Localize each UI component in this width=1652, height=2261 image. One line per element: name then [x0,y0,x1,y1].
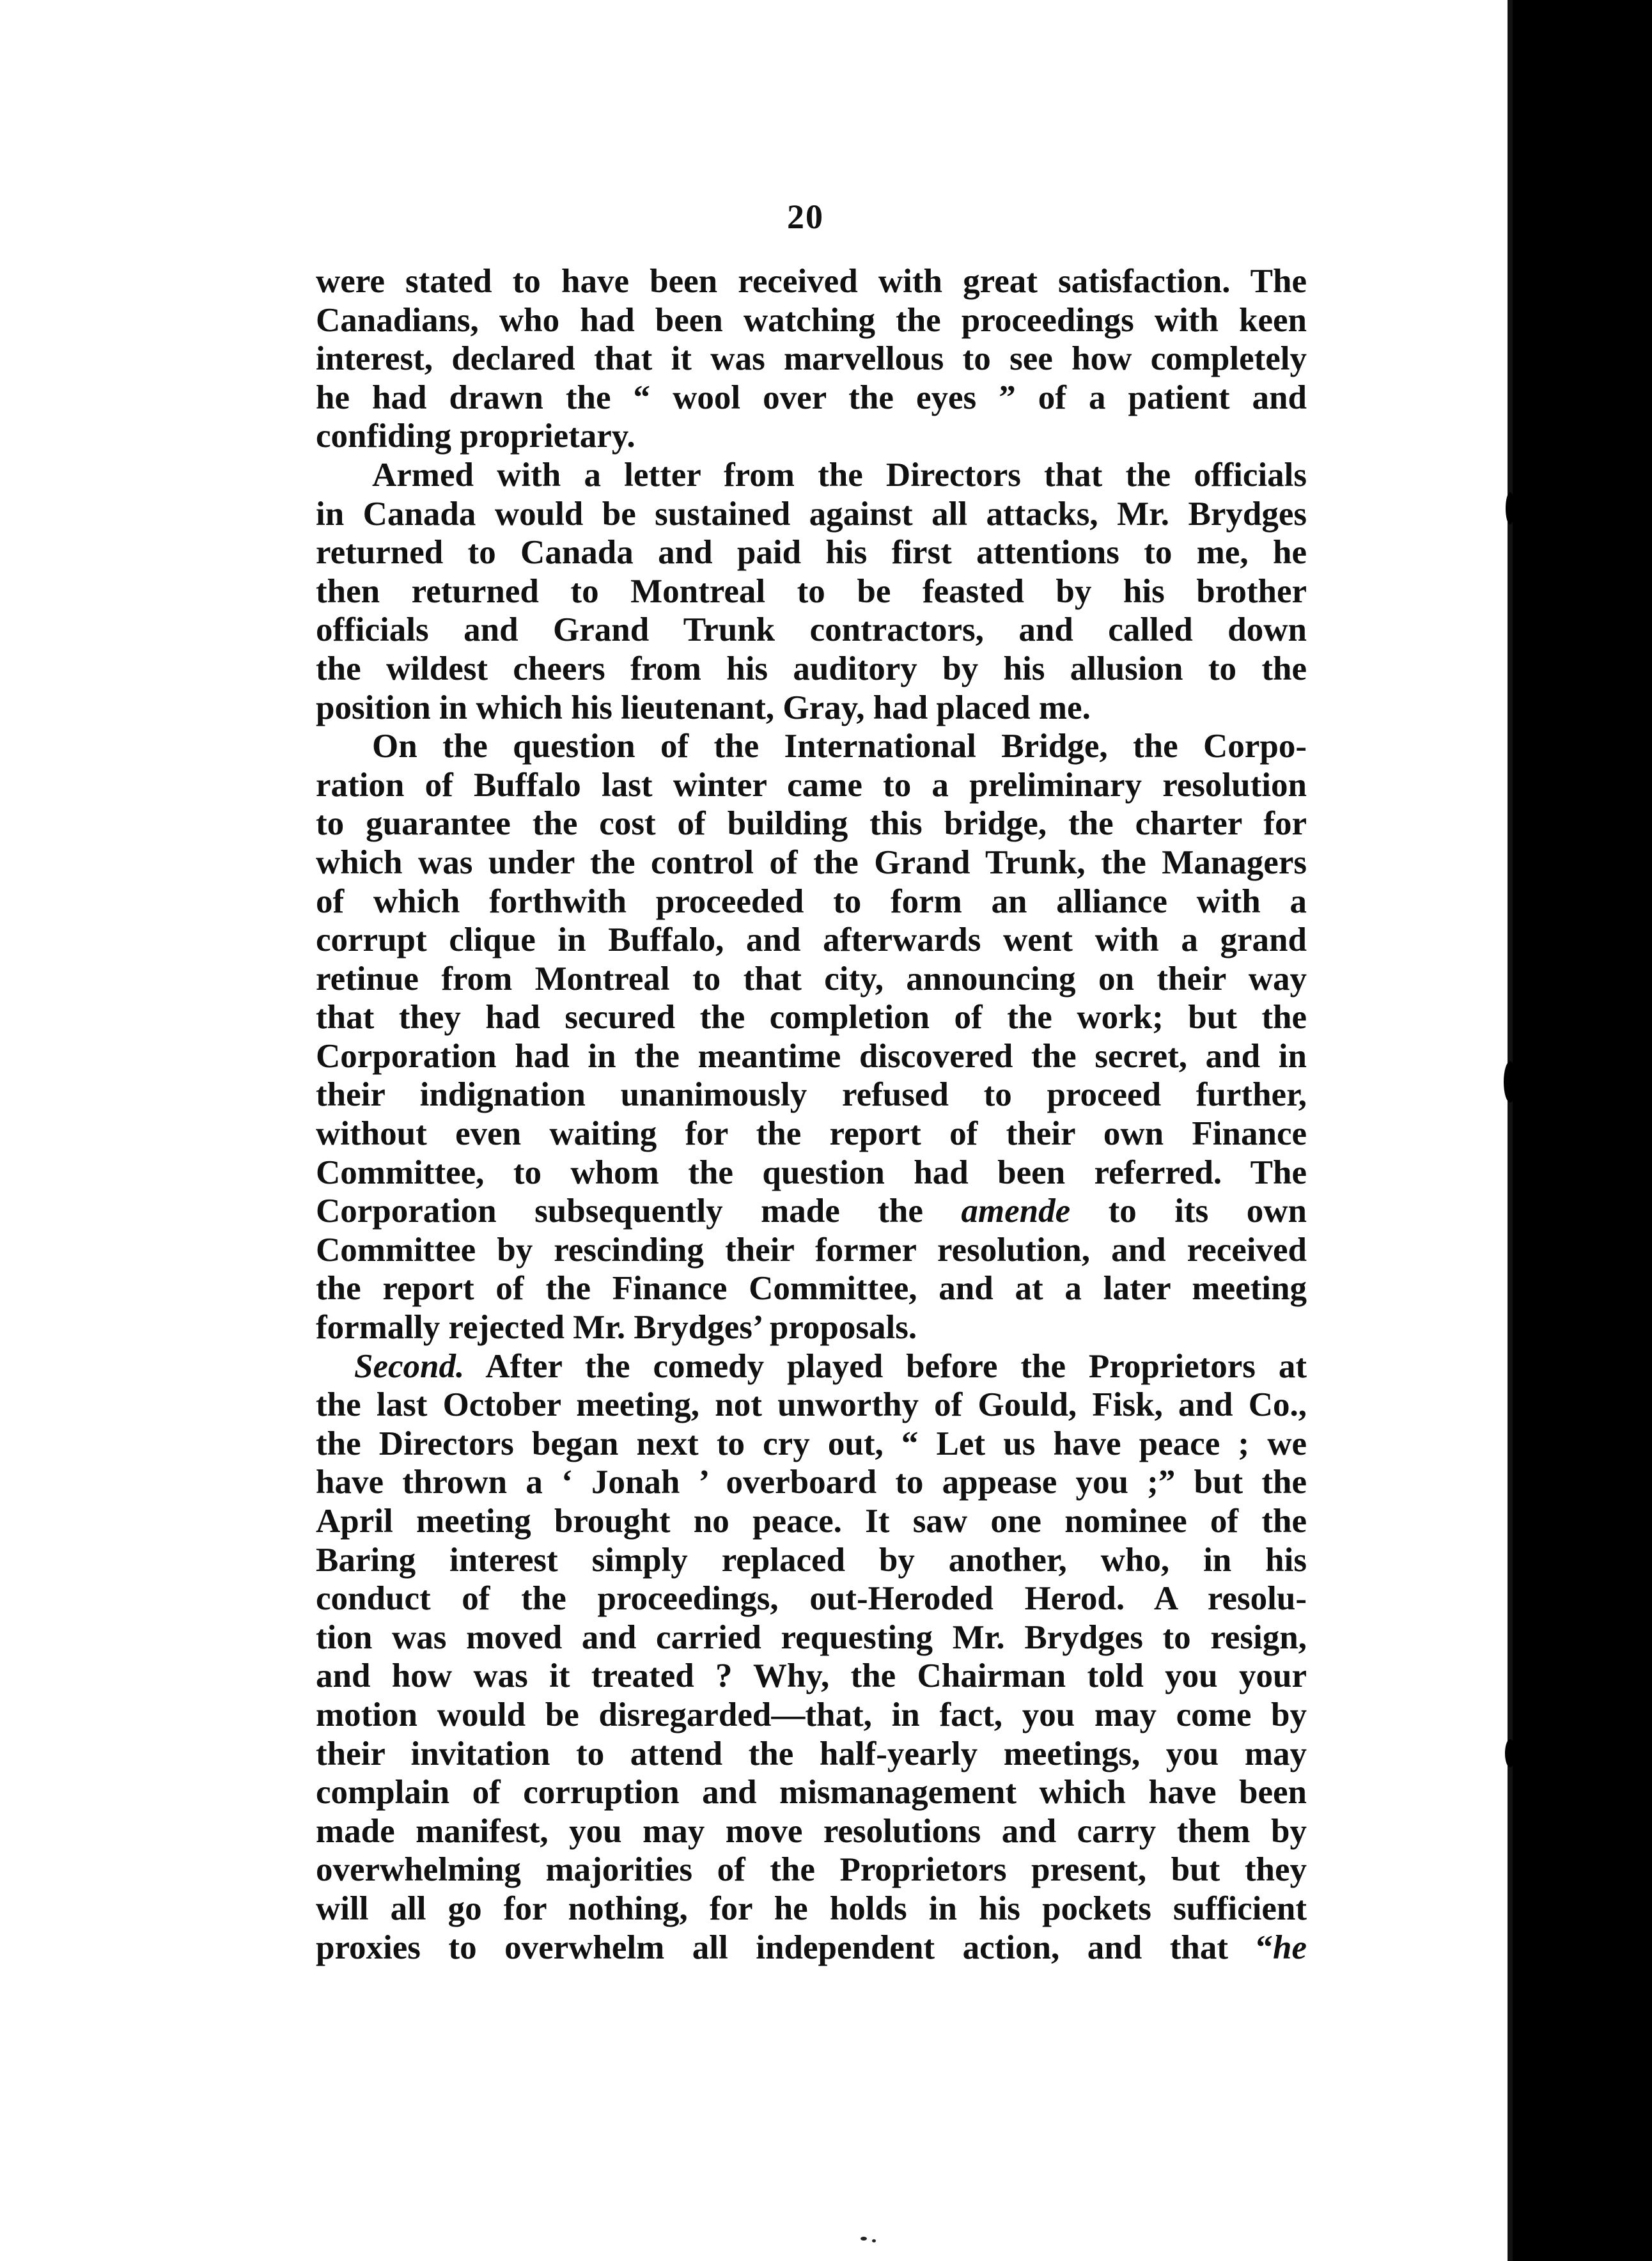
text-line: April meeting brought no peace. It saw one nominee of the [316,1503,1307,1540]
text-segment: to its own [1108,1193,1307,1230]
text-line: ration of Buffalo last winter came to a preliminary resolution [316,766,1307,804]
text-line: complain of corruption and mismanagement which have been [316,1774,1307,1811]
text-segment: Corporation subsequently made the [316,1193,923,1230]
edge-mark [1506,492,1515,524]
text-line [316,1928,1307,1968]
body-text [316,262,1307,1967]
text-line: Corporation had in the meantime discovered the secret, and in [316,1037,1307,1075]
text-line: conduct of the proceedings, out-Heroded Herod. A resolu- [316,1580,1307,1618]
text-line: the wildest cheers from his auditory by his allusion to the [316,650,1307,687]
text-line: to guarantee the cost of building this bridge, the charter for [316,805,1307,843]
text-line: confiding proprietary. [316,418,635,455]
text-line: formally rejected Mr. Brydges’ proposals. [316,1309,917,1347]
text-line: then returned to Montreal to be feasted by his brother [316,572,1307,610]
text-line: the report of the Finance Committee, and at a later meeting [316,1270,1307,1308]
text-line: interest, declared that it was marvellous to see how completely [316,340,1307,378]
text-line: that they had secured the completion of the work; but the [316,999,1307,1037]
text-line [316,1347,1307,1386]
text-line: corrupt clique in Buffalo, and afterwards went with a grand [316,921,1307,959]
text-line: made manifest, you may move resolutions and carry them by [316,1812,1307,1850]
text-segment: After the comedy played before the Proprietors at [485,1347,1307,1385]
page-edge [1508,0,1513,2261]
edge-mark [1504,1061,1516,1102]
text-line: their invitation to attend the half-yearly meetings, you may [316,1735,1307,1772]
text-line: officials and Grand Trunk contractors, and called down [316,611,1307,649]
text-line [316,1192,1307,1231]
text-line: the Directors began next to cry out, “ Let us have peace ; we [316,1425,1307,1462]
text-line: without even waiting for the report of their own Finance [316,1115,1307,1153]
scan-speck [861,2237,867,2241]
edge-mark [1505,1739,1515,1767]
text-line: will all go for nothing, for he holds in his pockets sufficient [316,1889,1307,1927]
page-number: 20 [787,198,824,236]
text-line: overwhelming majorities of the Proprietors present, but they [316,1851,1307,1889]
text-line: were stated to have been received with great satisfaction. The [316,263,1307,300]
text-line: which was under the control of the Grand Trunk, the Managers [316,843,1307,881]
text-line: Committee, to whom the question had been referred. The [316,1154,1307,1191]
italic-word: amende [961,1193,1071,1230]
text-line: the last October meeting, not unworthy of Gould, Fisk, and Co., [316,1386,1307,1424]
text-line: and how was it treated ? Why, the Chairman told you your [316,1657,1307,1695]
italic-word: he [1273,1928,1307,1966]
text-line: Baring interest simply replaced by another, who, in his [316,1541,1307,1579]
text-line: On the question of the International Bridge, the Corpo- [372,728,1307,765]
text-line: of which forthwith proceeded to form an alliance with a [316,882,1307,920]
text-line: their indignation unanimously refused to proceed further, [316,1076,1307,1114]
text-line: retinue from Montreal to that city, announcing on their way [316,960,1307,997]
scan-speck [872,2239,876,2242]
text-segment: proxies to overwhelm all independent action, and that “ [316,1928,1273,1966]
text-line: in Canada would be sustained against all attacks, Mr. Brydges [316,495,1307,533]
text-line: Canadians, who had been watching the proceedings with keen [316,301,1307,339]
text-line: have thrown a ‘ Jonah ’ overboard to appease you ;” but the [316,1464,1307,1501]
italic-word: Second. [354,1347,465,1385]
text-line: motion would be disregarded—that, in fact, you may come by [316,1696,1307,1733]
text-line: returned to Canada and paid his first attentions to me, he [316,534,1307,572]
text-line: Armed with a letter from the Directors that the officials [372,456,1307,494]
text-line: position in which his lieutenant, Gray, had placed me. [316,689,1091,726]
text-line: he had drawn the “ wool over the eyes ” of a patient and [316,379,1307,416]
text-line: Committee by rescinding their former resolution, and received [316,1231,1307,1269]
text-line: tion was moved and carried requesting Mr. Brydges to resign, [316,1618,1307,1656]
